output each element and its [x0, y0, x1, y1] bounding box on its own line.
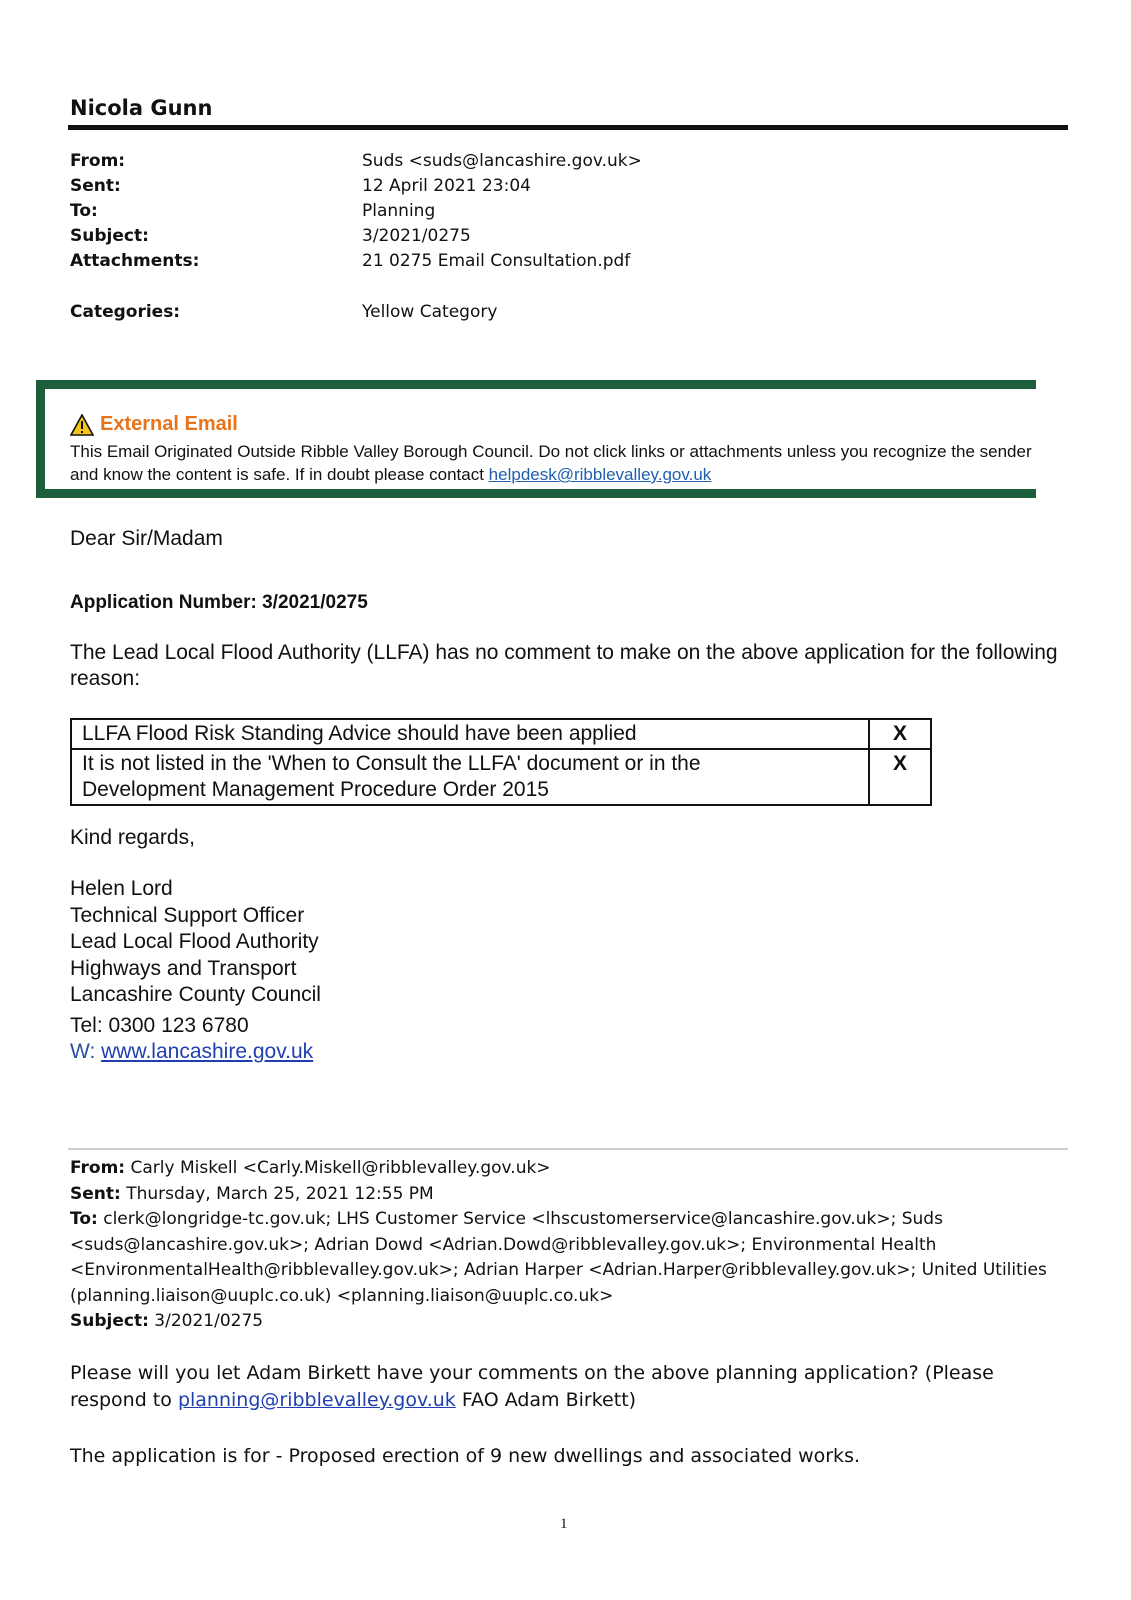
table-row [71, 749, 931, 805]
reason-line: Development Management Procedure Order 2015 [82, 778, 549, 801]
forward-value: 3/2021/0275 [154, 1311, 264, 1331]
application-description: The application is for - Proposed erection of 9 new dwellings and associated works. [70, 1445, 861, 1467]
mailbox-owner-name: Nicola Gunn [70, 96, 213, 120]
signature-division: Highways and Transport [70, 956, 297, 980]
external-email-title [70, 413, 238, 436]
forwarded-from [70, 1156, 1070, 1182]
signature-dept: Lead Local Flood Authority [70, 930, 319, 953]
web-label: W: [70, 1040, 102, 1063]
signature-name: Helen Lord [70, 877, 173, 900]
reason-line: It is not listed in the 'When to Consult the LLFA' document or in the [82, 752, 701, 775]
intro-paragraph: The Lead Local Flood Authority (LLFA) has no comment to make on the above application for the following reason: [70, 641, 1058, 690]
header-label: Categories: [70, 302, 181, 322]
header-label: Attachments: [70, 251, 200, 271]
forward-value: clerk@longridge-tc.gov.uk; LHS Customer Service <lhscustomerservice@lancashire.gov.uk>; Suds <suds@lancashire.gov.uk>; Adrian Dowd <Adrian.Dowd@ribblevalley.gov.uk>; Environmental Health <EnvironmentalHealth@ribblevalley.gov.uk>; Adrian Harper <Adrian.Harper@ribblevalley.gov.uk>; United Utilities (planning.liaison@uuplc.co.uk) <planning.liaison@uuplc.co.uk> [70, 1209, 1047, 1306]
header-divider [68, 125, 1068, 130]
header-label: From: [70, 151, 126, 171]
header-value: 3/2021/0275 [362, 226, 471, 246]
signature-role: Technical Support Officer [70, 903, 305, 927]
forward-value: Carly Miskell <Carly.Miskell@ribblevalley.gov.uk> [130, 1158, 551, 1178]
header-value: Suds <suds@lancashire.gov.uk> [362, 151, 642, 171]
signature-org: Lancashire County Council [70, 983, 321, 1006]
signature-web [70, 1039, 321, 1066]
request-text: Please will you let Adam Birkett have your comments on the above planning application? (Please respond to [70, 1362, 994, 1411]
signature-tel: Tel: 0300 123 6780 [70, 1013, 249, 1037]
header-label: Subject: [70, 226, 149, 246]
header-value: 12 April 2021 23:04 [362, 176, 531, 196]
header-value: Planning [362, 201, 436, 221]
website-link[interactable]: www.lancashire.gov.uk [101, 1040, 314, 1063]
signature-block [70, 876, 321, 1066]
warning-text: This Email Originated Outside Ribble Valley Borough Council. Do not click links or attachments unless you recognize the sender and know the content is safe. If in doubt please contact [70, 442, 1032, 484]
external-email-warning [70, 440, 1060, 486]
header-label: Sent: [70, 176, 121, 196]
forward-divider [68, 1148, 1068, 1150]
attachment-filename: 21 0275 Email Consultation.pdf [362, 251, 631, 271]
forwarded-subject [70, 1309, 1070, 1335]
external-email-label: External Email [100, 413, 238, 435]
reason-mark: X [869, 749, 931, 805]
header-label: To: [70, 201, 98, 221]
warning-icon [70, 414, 94, 436]
page-number: 1 [560, 1516, 568, 1532]
forwarded-sent [70, 1182, 1070, 1208]
forward-label: From: [70, 1158, 126, 1178]
reason-mark: X [869, 719, 931, 749]
forward-label: Subject: [70, 1311, 149, 1331]
category-value: Yellow Category [362, 302, 498, 322]
reason-text: LLFA Flood Risk Standing Advice should have been applied [71, 719, 869, 749]
forward-label: To: [70, 1209, 98, 1229]
forwarded-header [70, 1156, 1070, 1335]
closing: Kind regards, [70, 826, 195, 849]
forward-request [70, 1360, 1070, 1414]
forwarded-to [70, 1207, 1070, 1309]
application-number: Application Number: 3/2021/0275 [70, 592, 368, 613]
planning-email-link[interactable]: planning@ribblevalley.gov.uk [177, 1389, 456, 1411]
greeting: Dear Sir/Madam [70, 527, 223, 550]
helpdesk-link[interactable]: helpdesk@ribblevalley.gov.uk [488, 465, 712, 484]
request-text: FAO Adam Birkett) [455, 1389, 637, 1411]
forward-value: Thursday, March 25, 2021 12:55 PM [126, 1183, 434, 1204]
reasons-table [70, 718, 932, 806]
reason-text [71, 749, 869, 805]
forward-label: Sent: [70, 1183, 121, 1204]
table-row [71, 719, 931, 749]
